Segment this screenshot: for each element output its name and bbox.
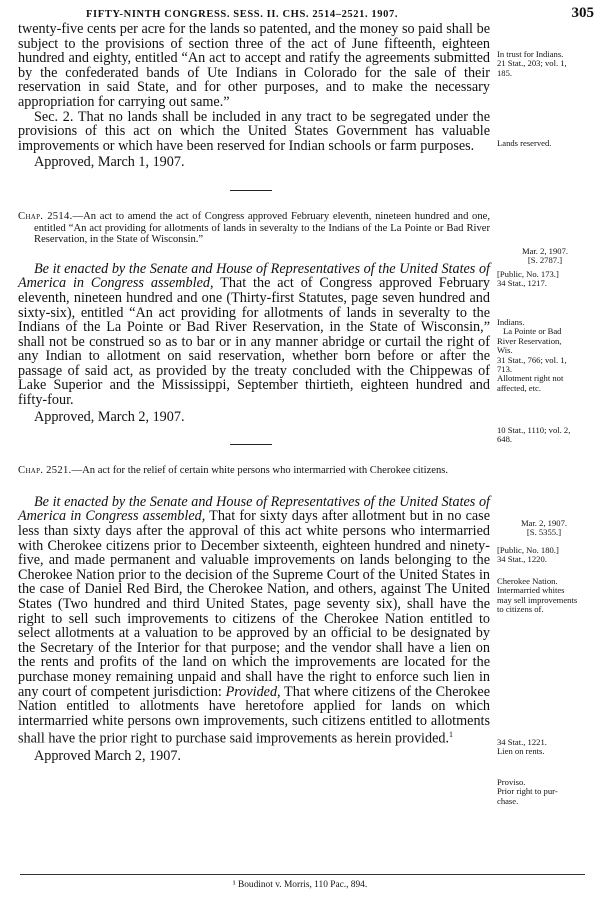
- margin-note-la-pointe: [497, 318, 597, 393]
- margin-note-treaty: [497, 426, 597, 445]
- margin-line: 185.: [497, 67, 513, 78]
- page-number: 305: [571, 5, 594, 21]
- margin-line: Cherokee Nation.: [497, 576, 558, 586]
- running-head: FIFTY-NINTH CONGRESS. SESS. II. CHS. 2514–2521. 1907.: [86, 9, 399, 20]
- margin-line: [S. 2787.]: [527, 255, 563, 266]
- divider: [230, 444, 272, 445]
- footnote-rule: [20, 874, 585, 875]
- margin-date-2521: [508, 519, 580, 538]
- margin-note-lands-reserved: [497, 139, 597, 148]
- margin-line: 10 Stat., 1110; vol. 2,: [497, 425, 571, 435]
- margin-line: to citizens of.: [497, 604, 544, 615]
- margin-public-173: [497, 270, 597, 289]
- caption-text: —An act for the relief of certain white persons who intermarried with Cherokee citizens.: [71, 465, 449, 477]
- margin-line: [S. 5355.]: [526, 527, 562, 538]
- margin-line: 31 Stat., 766; vol. 1,: [497, 354, 567, 365]
- margin-line: 34 Stat., 1221.: [497, 737, 547, 747]
- margin-line: Lands reserved.: [497, 138, 552, 148]
- margin-note-lien: [497, 738, 597, 757]
- chapter-label: Chap. 2521.: [18, 465, 72, 477]
- margin-line: Indians.: [497, 317, 525, 327]
- chapter-2514-caption: [18, 211, 490, 246]
- margin-line: 648.: [497, 434, 513, 445]
- margin-line: La Pointe or Bad: [503, 326, 562, 337]
- chapter-label: Chap. 2514.: [18, 210, 73, 222]
- caption-text: —An act to amend the act of Congress approved February eleventh, nineteen hundred and one, entitled “An act providing for allotments of lands in severalty to the Indians of the La Pointe or Bad River Reservation, in the State of Wisconsin.”: [34, 210, 490, 246]
- margin-line: 21 Stat., 203; vol. 1,: [497, 58, 567, 69]
- margin-line: Intermarried whites: [497, 585, 565, 596]
- margin-note-proviso: [497, 778, 597, 806]
- margin-note-trust: [497, 50, 597, 78]
- margin-date-2514: [510, 247, 580, 266]
- margin-line: Prior right to pur-: [497, 786, 558, 797]
- margin-line: affected, etc.: [497, 382, 541, 393]
- enacting-clause: Be it enacted by the Senate and House of Representatives of the United States of America in Congress assembled,: [18, 493, 490, 525]
- margin-note-cherokee: [497, 577, 597, 615]
- margin-line: may sell improvements: [497, 594, 578, 605]
- section1-paragraph: twenty-five cents per acre for the lands so patented, and the money so paid shall be subject to the provisions of section three of the act of June fifteenth, eighteen hundred and eighty, entitled “An act to accept and ratify the agreements submitted by the confederated bands of Ute Indians in Colorado for the sale of their reservation in said State, and for other purposes, and to make the necessary appropriation for carrying out same.”: [18, 21, 490, 110]
- margin-line: Mar. 2, 1907.: [520, 518, 568, 528]
- margin-line: [Public, No. 173.]: [497, 269, 559, 279]
- chapter-2521-body: [18, 495, 490, 747]
- margin-line: 34 Stat., 1217.: [497, 278, 547, 289]
- margin-line: 713.: [497, 364, 513, 375]
- approved-march-1: Approved, March 1, 1907.: [34, 154, 185, 171]
- section2-paragraph: Sec. 2. That no lands shall be included in any tract to be segregated under the provisions of this act on which the United States Government has valuable improvements or which have been reserved for Indian schools or farm purposes.: [18, 108, 490, 154]
- margin-line: Wis.: [497, 345, 513, 356]
- margin-line: River Reservation,: [497, 335, 562, 346]
- chapter-2521-caption: [18, 465, 490, 477]
- margin-line: Allotment right not: [497, 373, 564, 384]
- approved-march-2: Approved, March 2, 1907.: [34, 408, 185, 425]
- divider: [230, 190, 272, 191]
- act-text: That the act of Congress approved February eleventh, nineteen hundred and one (Thirty-first Statutes, page seven hundred and sixty-six), entitled “An act providing for allotments of lands in severalty to the Indians of the La Pointe or Bad River Reservation, in the State of Wisconsin,” shall not be construed so as to bar or in any manner abridge or curtail the right of any Indian to allotment on said reservation, whether born before or after the passage of said act, as provided by the treaty concluded with the Chippewas of Lake Superior and the Mississippi, September thirtieth, eighteen hundred and fifty-four.: [18, 275, 490, 409]
- margin-line: Proviso.: [497, 777, 526, 787]
- margin-line: Lien on rents.: [497, 746, 545, 757]
- margin-line: Mar. 2, 1907.: [521, 246, 569, 256]
- footnote: ¹ Boudinot v. Morris, 110 Pac., 894.: [232, 880, 368, 890]
- margin-line: [Public, No. 180.]: [497, 545, 559, 555]
- margin-line: 34 Stat., 1220.: [497, 554, 547, 565]
- enacting-clause: Be it enacted by the Senate and House of Representatives of the United States of America in Congress assembled,: [18, 260, 490, 292]
- chapter-2514-body: [18, 262, 490, 408]
- margin-public-180: [497, 546, 597, 565]
- act-text-continued: That where citizens of the Cherokee Nation entitled to allotments have heretofore applied for lands on which intermarried white persons own improvements, such citizens entitled to allotments shall have the prior right to purchase said improvements as herein provided.: [18, 683, 490, 748]
- margin-line: In trust for Indians.: [497, 49, 564, 59]
- footnote-mark: 1: [449, 730, 454, 740]
- approved-march-2b: Approved March 2, 1907.: [34, 747, 181, 764]
- act-text: That for sixty days after allotment but in no case less than sixty days after the approval of this act white persons who intermarried with Cherokee citizens prior to December sixteenth, eighteen hundred and ninety-five, and made permanent and valuable improvements on lands belonging to the Cherokee Nation prior to the decision of the Supreme Court of the United States in the case of Daniel Red Bird, the Cherokee Nation, and others, against The United States (Two hundred and third United States, page seventy six), shall have the right to sell such improvements to citizens of the Cherokee Nation entitled to select allotments at a valuation to be approved by an official to be designated by the Secretary of the Interior for that purpose; and the vendor shall have a lien on the rents and profits of the land on which the improvements are located for the purchase money remaining unpaid and shall have the right to enforce such lien in any court of competent jurisdiction:: [18, 508, 490, 700]
- margin-line: chase.: [497, 795, 519, 806]
- main-text: [18, 22, 490, 763]
- proviso-word: Provided,: [225, 683, 281, 700]
